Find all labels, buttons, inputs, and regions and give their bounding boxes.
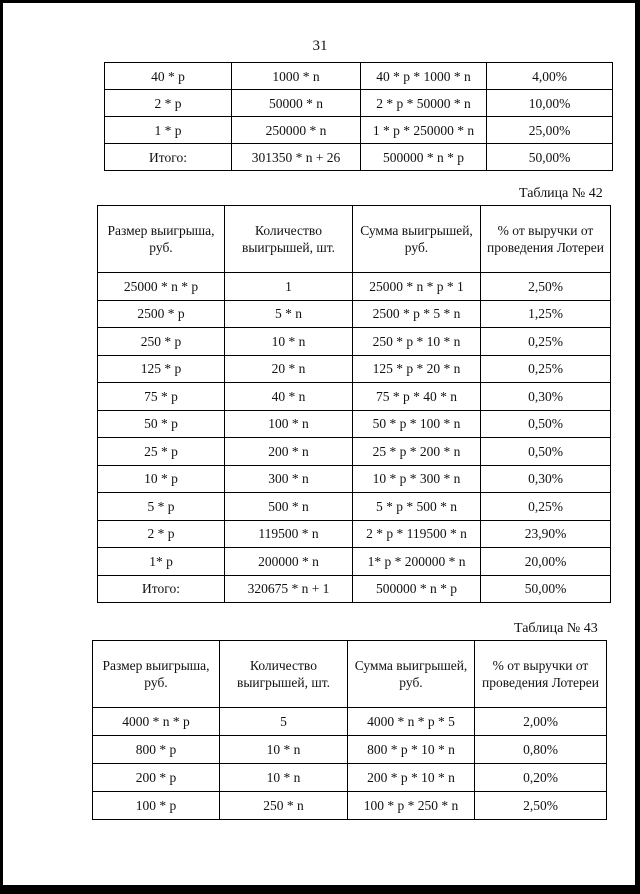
table-cell: 800 * p bbox=[93, 736, 220, 764]
header-revenue-percent: % от выручки от проведения Лотереи bbox=[481, 206, 611, 273]
table-cell: 300 * n bbox=[225, 465, 353, 493]
table-row bbox=[105, 90, 613, 117]
table-42 bbox=[97, 205, 611, 603]
table-cell: 40 * p bbox=[105, 63, 232, 90]
table-cell: 10 * n bbox=[225, 328, 353, 356]
table-row bbox=[98, 493, 611, 521]
table-cell: 4000 * n * p bbox=[93, 708, 220, 736]
header-prize-size: Размер выигрыша, руб. bbox=[98, 206, 225, 273]
table-cell: 320675 * n + 1 bbox=[225, 575, 353, 603]
table-cell: 25000 * n * p bbox=[98, 273, 225, 301]
table-cell: 10 * n bbox=[220, 736, 348, 764]
table-cell: 1 * p bbox=[105, 117, 232, 144]
table-row bbox=[98, 465, 611, 493]
table-cell: 2,00% bbox=[475, 708, 607, 736]
table-cell: 50,00% bbox=[487, 144, 613, 171]
table-cell: 0,25% bbox=[481, 493, 611, 521]
table-42-caption: Таблица № 42 bbox=[519, 186, 603, 201]
table-row bbox=[98, 383, 611, 411]
table-row bbox=[105, 144, 613, 171]
table-cell: 2 * p * 119500 * n bbox=[353, 520, 481, 548]
table-cell: 10,00% bbox=[487, 90, 613, 117]
table-row bbox=[98, 328, 611, 356]
table-cell: 75 * p * 40 * n bbox=[353, 383, 481, 411]
table-cell: 800 * p * 10 * n bbox=[348, 736, 475, 764]
table-cell: 125 * p * 20 * n bbox=[353, 355, 481, 383]
table-cell: 1 * p * 250000 * n bbox=[361, 117, 487, 144]
table-cell: 250 * p * 10 * n bbox=[353, 328, 481, 356]
table-cell: 5 bbox=[220, 708, 348, 736]
table-41-body bbox=[105, 63, 613, 171]
table-cell: 1 bbox=[225, 273, 353, 301]
table-row bbox=[93, 708, 607, 736]
table-row bbox=[98, 575, 611, 603]
table-cell: 0,80% bbox=[475, 736, 607, 764]
table-cell: 301350 * n + 26 bbox=[232, 144, 361, 171]
header-prize-size: Размер выигрыша, руб. bbox=[93, 641, 220, 708]
table-cell: 50000 * n bbox=[232, 90, 361, 117]
table-cell: 2 * p bbox=[105, 90, 232, 117]
table-row bbox=[93, 736, 607, 764]
table-cell: 2,50% bbox=[475, 792, 607, 820]
table-cell: 0,25% bbox=[481, 355, 611, 383]
table-cell: 2500 * p * 5 * n bbox=[353, 300, 481, 328]
table-cell: 25000 * n * p * 1 bbox=[353, 273, 481, 301]
table-cell: 20 * n bbox=[225, 355, 353, 383]
table-row bbox=[98, 438, 611, 466]
table-cell: 40 * n bbox=[225, 383, 353, 411]
table-cell: 200000 * n bbox=[225, 548, 353, 576]
table-row bbox=[105, 63, 613, 90]
table-cell: 119500 * n bbox=[225, 520, 353, 548]
scan-border-right bbox=[635, 0, 640, 894]
table-cell: 10 * p * 300 * n bbox=[353, 465, 481, 493]
table-row bbox=[98, 548, 611, 576]
table-cell: 0,30% bbox=[481, 383, 611, 411]
table-cell: 2500 * p bbox=[98, 300, 225, 328]
table-42-body bbox=[98, 273, 611, 603]
table-cell: 20,00% bbox=[481, 548, 611, 576]
table-cell: 0,20% bbox=[475, 764, 607, 792]
scan-border-top bbox=[0, 0, 640, 3]
scan-border-bottom bbox=[0, 885, 640, 894]
table-cell: 2 * p bbox=[98, 520, 225, 548]
table-cell: 10 * n bbox=[220, 764, 348, 792]
table-cell: 250000 * n bbox=[232, 117, 361, 144]
table-cell: 250 * p bbox=[98, 328, 225, 356]
header-prize-count: Количество выигрышей, шт. bbox=[220, 641, 348, 708]
table-row bbox=[98, 300, 611, 328]
table-cell: 1* p * 200000 * n bbox=[353, 548, 481, 576]
header-prize-count: Количество выигрышей, шт. bbox=[225, 206, 353, 273]
table-41-continuation bbox=[104, 62, 613, 171]
header-prize-sum: Сумма выигрышей, руб. bbox=[353, 206, 481, 273]
table-row bbox=[98, 410, 611, 438]
table-row bbox=[93, 792, 607, 820]
table-43-caption: Таблица № 43 bbox=[514, 621, 598, 636]
scan-border-left bbox=[0, 0, 3, 894]
table-cell: 250 * n bbox=[220, 792, 348, 820]
table-cell: 50 * p bbox=[98, 410, 225, 438]
table-cell: 0,50% bbox=[481, 438, 611, 466]
table-cell: 4000 * n * p * 5 bbox=[348, 708, 475, 736]
table-header-row bbox=[93, 641, 607, 708]
header-prize-sum: Сумма выигрышей, руб. bbox=[348, 641, 475, 708]
table-cell: 200 * p bbox=[93, 764, 220, 792]
table-cell: 25 * p bbox=[98, 438, 225, 466]
table-cell: 200 * p * 10 * n bbox=[348, 764, 475, 792]
table-cell: 75 * p bbox=[98, 383, 225, 411]
table-43 bbox=[92, 640, 607, 820]
table-cell: 0,25% bbox=[481, 328, 611, 356]
page-number: 31 bbox=[312, 38, 328, 54]
table-cell: 5 * n bbox=[225, 300, 353, 328]
table-cell: 100 * p * 250 * n bbox=[348, 792, 475, 820]
table-cell: 25,00% bbox=[487, 117, 613, 144]
table-row bbox=[98, 355, 611, 383]
table-cell: 2 * p * 50000 * n bbox=[361, 90, 487, 117]
table-cell: 50,00% bbox=[481, 575, 611, 603]
table-cell: 5 * p * 500 * n bbox=[353, 493, 481, 521]
table-cell: 1,25% bbox=[481, 300, 611, 328]
table-43-body bbox=[93, 708, 607, 820]
table-cell: 125 * p bbox=[98, 355, 225, 383]
table-cell: 0,50% bbox=[481, 410, 611, 438]
table-cell: 2,50% bbox=[481, 273, 611, 301]
table-cell: 0,30% bbox=[481, 465, 611, 493]
table-cell: Итого: bbox=[98, 575, 225, 603]
table-cell: Итого: bbox=[105, 144, 232, 171]
table-cell: 200 * n bbox=[225, 438, 353, 466]
table-cell: 100 * n bbox=[225, 410, 353, 438]
table-cell: 25 * p * 200 * n bbox=[353, 438, 481, 466]
table-row bbox=[93, 764, 607, 792]
table-cell: 500000 * n * p bbox=[361, 144, 487, 171]
table-cell: 1* p bbox=[98, 548, 225, 576]
header-revenue-percent: % от выручки от проведения Лотереи bbox=[475, 641, 607, 708]
table-cell: 500 * n bbox=[225, 493, 353, 521]
table-row bbox=[105, 117, 613, 144]
table-cell: 40 * p * 1000 * n bbox=[361, 63, 487, 90]
table-row bbox=[98, 520, 611, 548]
table-row bbox=[98, 273, 611, 301]
table-cell: 5 * p bbox=[98, 493, 225, 521]
table-cell: 10 * p bbox=[98, 465, 225, 493]
table-header-row bbox=[98, 206, 611, 273]
table-cell: 23,90% bbox=[481, 520, 611, 548]
table-cell: 500000 * n * p bbox=[353, 575, 481, 603]
table-cell: 4,00% bbox=[487, 63, 613, 90]
table-cell: 50 * p * 100 * n bbox=[353, 410, 481, 438]
table-cell: 100 * p bbox=[93, 792, 220, 820]
table-cell: 1000 * n bbox=[232, 63, 361, 90]
